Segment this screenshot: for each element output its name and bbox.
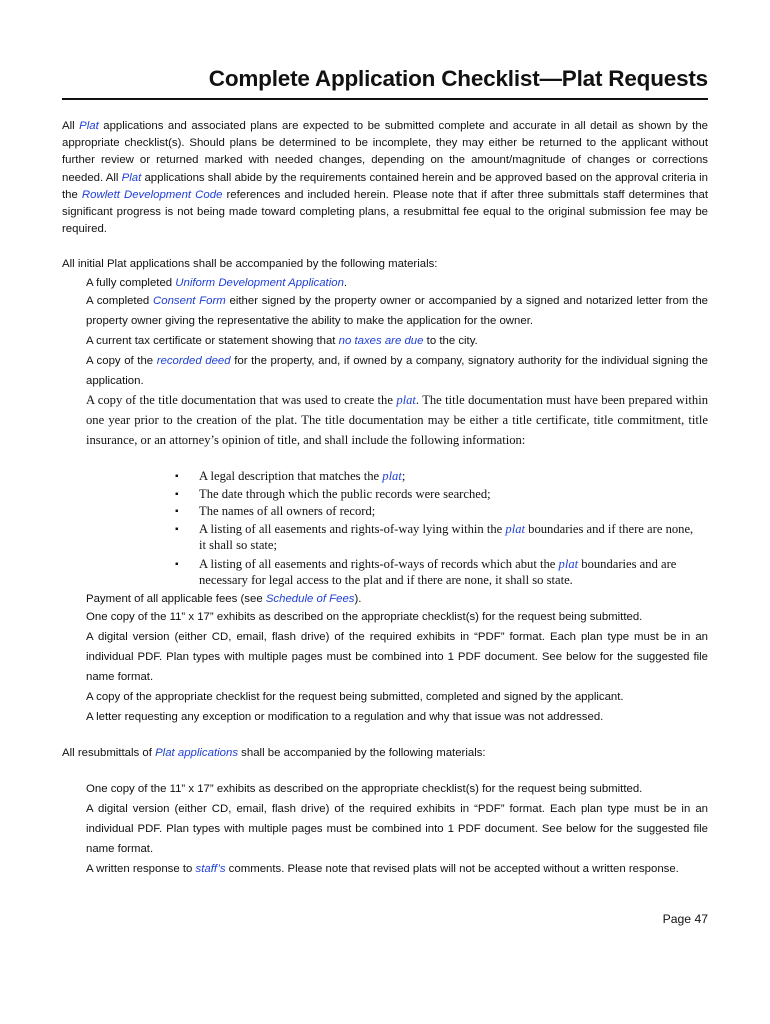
list-item: A digital version (either CD, email, flash drive) of the required exhibits in “PDF” format. Each plan type must be in an individual PDF. Plan types with multiple pages must be combined into 1 PDF document. See below for the suggested file name format.: [86, 803, 708, 855]
bullet-icon: ▪: [175, 471, 179, 482]
page-title: Complete Application Checklist—Plat Requests: [208, 66, 708, 91]
list-item: A copy of the title documentation that was used to create the plat. The title documentation must have been prepared within one year prior to the creation of the plat. The title documentation may be either a title certificate, title commitment, title insurance, or an attorney’s opinion of title, and shall include the following information:: [86, 393, 708, 447]
list-item: A copy of the appropriate checklist for the request being submitted, completed and signed by the applicant.: [86, 691, 624, 703]
uniform-development-application-link[interactable]: Uniform Development Application: [175, 277, 344, 289]
bullet-icon: ▪: [175, 506, 179, 517]
list-item: One copy of the 11” x 17” exhibits as described on the appropriate checklist(s) for the request being submitted.: [86, 611, 643, 623]
list-item: A written response to staff’s comments. Please note that revised plats will not be accepted without a written response.: [86, 863, 679, 875]
bullet-item: ▪ The names of all owners of record;: [175, 504, 376, 518]
schedule-of-fees-link[interactable]: Schedule of Fees: [265, 593, 355, 605]
plat-applications-link[interactable]: Plat applications: [155, 747, 239, 759]
initial-heading: All initial Plat applications shall be accompanied by the following materials:: [62, 258, 438, 270]
intro-paragraph: All Plat applications and associated plans are expected to be submitted complete and accurate in all detail as shown by the appropriate checklist(s). Should plans be determined to be incomplete, they may either be returned to the applicant without further review or returned marked with needed changes, depending on the amount/magnitude of changes or corrections needed. All Plat applications shall abide by the requirements contained herein and be approved based on the approval criteria in the Rowlett Development Code references and included herein. Please note that if after three submittals staff determines that significant progress is not being made toward completing plans, a resubmittal fee equal to the original submission fee may be required.: [62, 120, 709, 236]
rowlett-development-code-link[interactable]: Rowlett Development Code: [81, 188, 223, 201]
consent-form-link[interactable]: Consent Form: [153, 295, 226, 307]
bullet-item: ▪ A listing of all easements and rights-of-ways of records which abut the plat boundaries and are necessary for legal access to the plat and if there are none, it shall so state.: [175, 557, 677, 587]
list-item: A completed Consent Form either signed by the property owner or accompanied by a signed and notarized letter from the property owner giving the representative the ability to make the application for the owner.: [86, 295, 708, 327]
page-number: Page 47: [662, 912, 708, 926]
bullet-icon: ▪: [175, 559, 179, 570]
list-item: A current tax certificate or statement showing that no taxes are due to the city.: [86, 335, 478, 347]
no-taxes-due-link[interactable]: no taxes are due: [338, 335, 424, 347]
recorded-deed-link[interactable]: recorded deed: [156, 355, 231, 367]
bullet-item: ▪ A listing of all easements and rights-of-way lying within the plat boundaries and if there are none, it shall so state;: [175, 522, 694, 552]
list-item: A digital version (either CD, email, flash drive) of the required exhibits in “PDF” format. Each plan type must be in an individual PDF. Plan types with multiple pages must be combined into 1 PDF document. See below for the suggested file name format.: [86, 631, 708, 683]
plat-link[interactable]: plat: [396, 393, 416, 407]
list-item: A fully completed Uniform Development Application.: [86, 277, 348, 289]
plat-link[interactable]: Plat: [79, 120, 99, 132]
title-underline: [62, 98, 708, 100]
bullet-icon: ▪: [175, 524, 179, 535]
plat-link[interactable]: Plat: [121, 171, 142, 184]
list-item: Payment of all applicable fees (see Schedule of Fees).: [86, 593, 362, 605]
list-item: A letter requesting any exception or modification to a regulation and why that issue was not addressed.: [86, 711, 604, 723]
bullet-item: ▪ The date through which the public records were searched;: [175, 487, 491, 501]
plat-link[interactable]: plat: [505, 522, 525, 536]
resubmittal-heading: All resubmittals of Plat applications shall be accompanied by the following materials:: [62, 747, 486, 759]
plat-link[interactable]: plat: [382, 469, 402, 483]
plat-link[interactable]: plat: [558, 557, 579, 571]
list-item: One copy of the 11” x 17” exhibits as described on the appropriate checklist(s) for the request being submitted.: [86, 783, 643, 795]
bullet-icon: ▪: [175, 489, 179, 500]
list-item: A copy of the recorded deed for the property, and, if owned by a company, signatory authority for the individual signing the application.: [86, 355, 708, 387]
staffs-comments-link[interactable]: staff’s: [195, 863, 226, 875]
bullet-item: ▪ A legal description that matches the plat;: [175, 469, 406, 483]
